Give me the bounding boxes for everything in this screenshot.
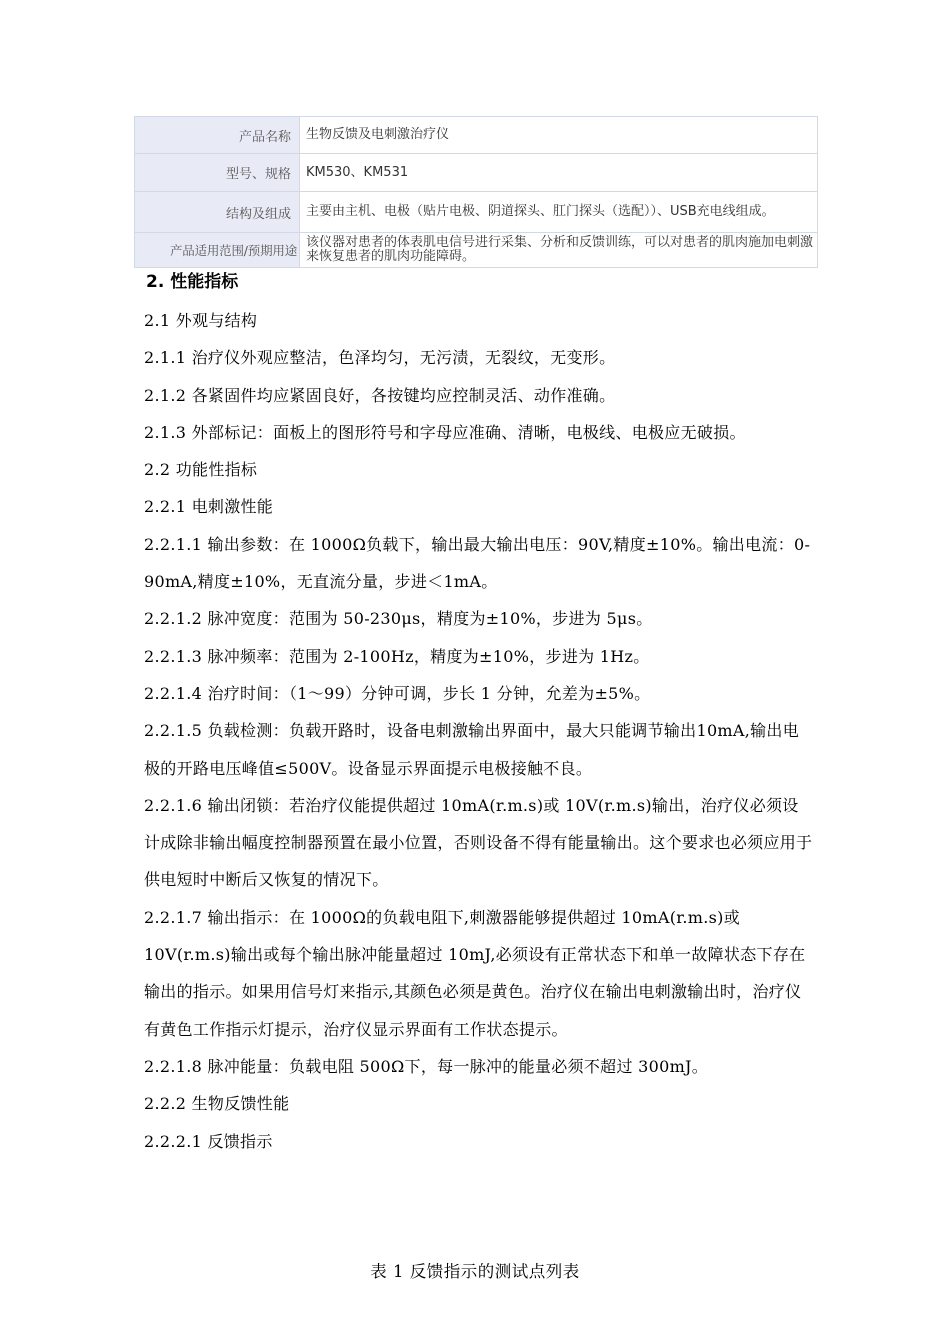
table-row — [135, 233, 818, 268]
table-row — [135, 117, 818, 154]
paragraph-2-1-2: 2.1.2 各紧固件均应紧固良好，各按键均应控制灵活、动作准确。 — [144, 385, 616, 405]
paragraph-2-2-2-1: 2.2.2.1 反馈指示 — [144, 1131, 273, 1151]
body-text — [144, 302, 814, 1160]
table-caption: 表 1 反馈指示的测试点列表 — [370, 1262, 580, 1281]
row-label-intended-use: 产品适用范围/预期用途 — [135, 233, 300, 268]
section-heading: 2. 性能指标 — [146, 272, 239, 292]
paragraph-2-2-1-8: 2.2.1.8 脉冲能量：负载电阻 500Ω下，每一脉冲的能量必须不超过 300mJ。 — [144, 1056, 709, 1076]
row-label-product-name: 产品名称 — [135, 117, 300, 154]
product-info-table — [134, 116, 818, 268]
table-row — [135, 154, 818, 192]
paragraph-2-2: 2.2 功能性指标 — [144, 460, 258, 480]
table-row — [135, 192, 818, 233]
paragraph-2-2-1-7: 2.2.1.7 输出指示：在 1000Ω的负载电阻下,刺激器能够提供超过 10mA(r.m.s)或 10V(r.m.s)输出或每个输出脉冲能量超过 10mJ,必须设有正常状态下和单一故障状态下存在输出的指示。如果用信号灯来指示,其颜色必须是黄色。治疗仪在输出电刺激输出时，治疗仪有黄色工作指示灯提示，治疗仪显示界面有工作状态提示。 — [144, 907, 806, 1039]
paragraph-2-1: 2.1 外观与结构 — [144, 311, 258, 330]
paragraph-2-2-1-4: 2.2.1.4 治疗时间：（1～99）分钟可调，步长 1 分钟，允差为±5%。 — [144, 683, 651, 703]
row-value-product-name: 生物反馈及电刺激治疗仪 — [300, 117, 818, 154]
row-value-structure: 主要由主机、电极（贴片电极、阴道探头、肛门探头（选配））、USB充电线组成。 — [300, 192, 818, 233]
paragraph-2-1-3: 2.1.3 外部标记：面板上的图形符号和字母应准确、清晰，电极线、电极应无破损。 — [144, 422, 746, 442]
row-value-intended-use: 该仪器对患者的体表肌电信号进行采集、分析和反馈训练，可以对患者的肌肉施加电刺激来恢复患者的肌肉功能障碍。 — [300, 233, 818, 268]
paragraph-2-2-2: 2.2.2 生物反馈性能 — [144, 1094, 290, 1114]
paragraph-2-2-1-6: 2.2.1.6 输出闭锁：若治疗仪能提供超过 10mA(r.m.s)或 10V(r.m.s)输出，治疗仪必须设计成除非输出幅度控制器预置在最小位置，否则设备不得有能量输出。这个要求也必须应用于供电短时中断后又恢复的情况下。 — [144, 795, 813, 890]
row-value-model: KM530、KM531 — [300, 154, 818, 192]
paragraph-2-2-1-1: 2.2.1.1 输出参数：在 1000Ω负载下，输出最大输出电压：90V,精度±10%。输出电流：0-90mA,精度±10%，无直流分量，步进＜1mA。 — [144, 534, 811, 592]
paragraph-2-2-1-3: 2.2.1.3 脉冲频率：范围为 2-100Hz，精度为±10%，步进为 1Hz。 — [144, 646, 650, 666]
paragraph-2-2-1: 2.2.1 电刺激性能 — [144, 497, 274, 517]
row-label-structure: 结构及组成 — [135, 192, 300, 233]
row-label-model: 型号、规格 — [135, 154, 300, 192]
paragraph-2-2-1-5: 2.2.1.5 负载检测：负载开路时，设备电刺激输出界面中，最大只能调节输出10mA,输出电极的开路电压峰值≤500V。设备显示界面提示电极接触不良。 — [144, 721, 800, 778]
paragraph-2-1-1: 2.1.1 治疗仪外观应整洁，色泽均匀，无污渍，无裂纹，无变形。 — [144, 348, 616, 368]
paragraph-2-2-1-2: 2.2.1.2 脉冲宽度：范围为 50-230μs，精度为±10%，步进为 5μs。 — [144, 609, 653, 629]
